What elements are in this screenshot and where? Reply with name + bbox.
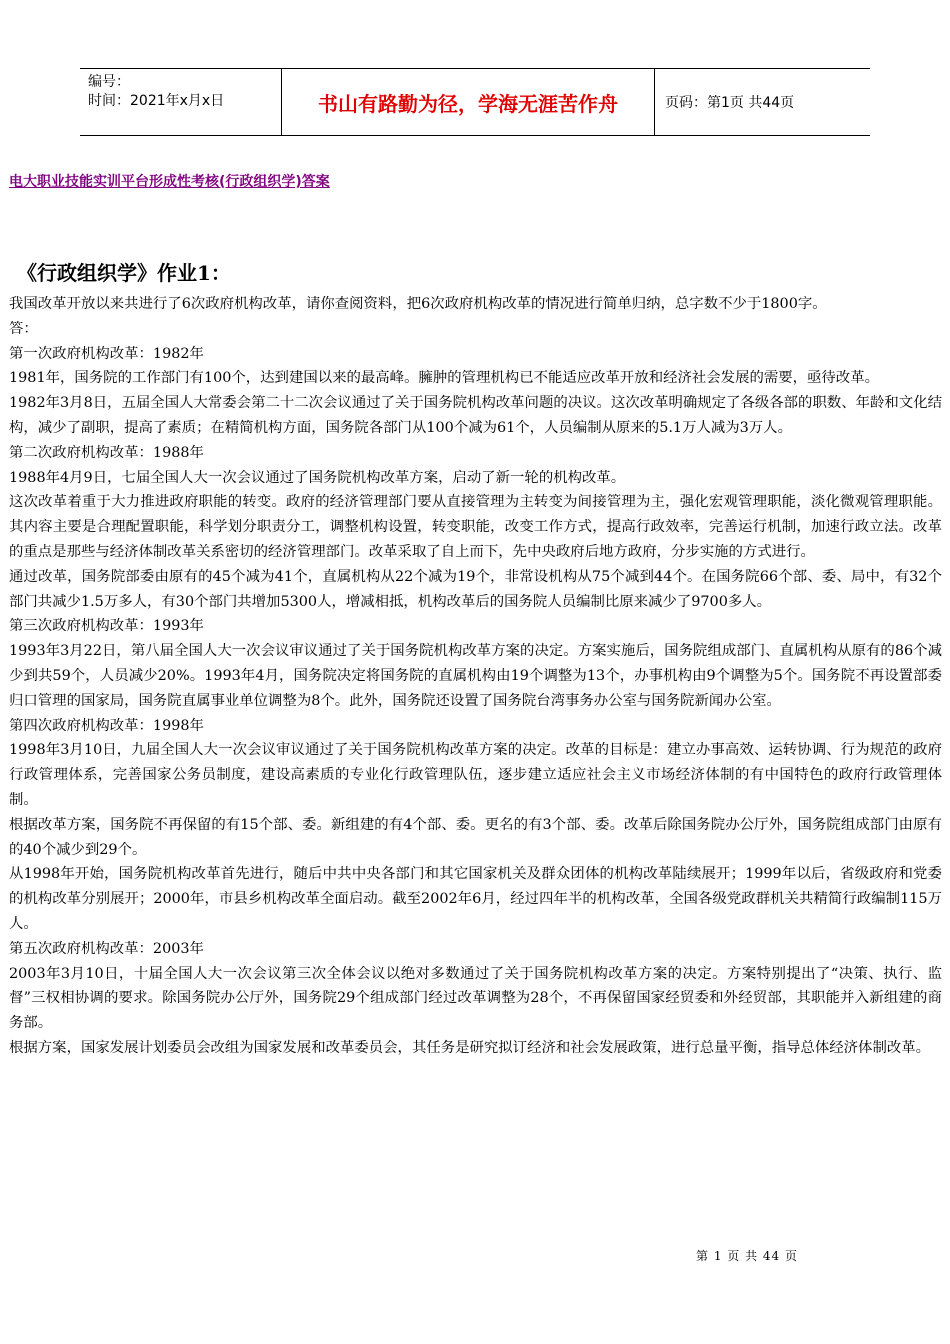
paragraph: 答： [9, 320, 38, 337]
paragraph: 1981年，国务院的工作部门有100个，达到建国以来的最高峰。臃肿的管理机构已不能适应改革开放和经济社会发展的需要，亟待改革。 [9, 370, 879, 387]
paragraph: 第二次政府机构改革：1988年 [9, 444, 204, 461]
paragraph: 1993年3月22日，第八届全国人大一次会议审议通过了关于国务院机构改革方案的决定。方案实施后，国务院组成部门、直属机构从原有的86个减少到共59个，人员减少20%。1993年4月，国务院决定将国务院的直属机构由19个调整为13个，办事机构由9个调整为5个。国务院不再设置部委归口管理的国家局，国务院直属事业单位调整为8个。此外，国务院还设置了国务院台湾事务办公室与国务院新闻办公室。 [9, 643, 942, 709]
paragraph: 第四次政府机构改革：1998年 [9, 717, 204, 734]
document-body [9, 292, 942, 1061]
paragraph: 我国改革开放以来共进行了6次政府机构改革，请你查阅资料，把6次政府机构改革的情况进行简单归纳，总字数不少于1800字。 [9, 296, 827, 312]
page-footer: 第 1 页 共 44 页 [696, 1249, 798, 1263]
document-header [80, 68, 870, 136]
paragraph: 1988年4月9日，七届全国人大一次会议通过了国务院机构改革方案，启动了新一轮的机构改革。 [9, 469, 626, 486]
paragraph: 第一次政府机构改革：1982年 [9, 345, 204, 362]
header-meta [80, 69, 281, 135]
paragraph: 2003年3月10日，十届全国人大一次会议第三次全体会议以绝对多数通过了关于国务院机构改革方案的决定。方案特别提出了“决策、执行、监督”三权相协调的要求。除国务院办公厅外，国务院29个组成部门经过改革调整为28个，不再保留国家经贸委和外经贸部，其职能并入新组建的商务部。 [9, 965, 942, 1032]
paragraph: 1998年3月10日，九届全国人大一次会议审议通过了关于国务院机构改革方案的决定。改革的目标是：建立办事高效、运转协调、行为规范的政府行政管理体系，完善国家公务员制度，建设高素质的专业化行政管理队伍，逐步建立适应社会主义市场经济体制的有中国特色的政府行政管理体制。 [9, 742, 942, 808]
paragraph: 第三次政府机构改革：1993年 [9, 618, 204, 635]
document-title-link[interactable]: 电大职业技能实训平台形成性考核(行政组织学)答案 [9, 174, 330, 190]
paragraph: 通过改革，国务院部委由原有的45个减为41个，直属机构从22个减为19个，非常设机构从75个减到44个。在国务院66个部、委、局中，有32个部门共减少1.5万多人，有30个部门共增加5300人，增减相抵，机构改革后的国务院人员编制比原来减少了9700多人。 [9, 568, 942, 610]
paragraph: 这次改革着重于大力推进政府职能的转变。政府的经济管理部门要从直接管理为主转变为间接管理为主，强化宏观管理职能，淡化微观管理职能。其内容主要是合理配置职能，科学划分职责分工，调整机构设置，转变职能，改变工作方式，提高行政效率，完善运行机制，加速行政立法。改革的重点是那些与经济体制改革关系密切的经济管理部门。改革采取了自上而下，先中央政府后地方政府，分步实施的方式进行。 [9, 494, 942, 560]
time-label: 时间：2021年x月x日 [88, 93, 225, 109]
header-page-info: 页码：第1页 共44页 [665, 95, 795, 111]
header-motto: 书山有路勤为径，学海无涯苦作舟 [281, 69, 655, 135]
number-label: 编号： [88, 74, 130, 90]
assignment-title: 《行政组织学》作业1： [17, 261, 231, 285]
paragraph: 1982年3月8日，五届全国人大常委会第二十二次会议通过了关于国务院机构改革问题的决议。这次改革明确规定了各级各部的职数、年龄和文化结构，减少了副职，提高了素质；在精简机构方面，国务院各部门从100个减为61个，人员编制从原来的5.1万人减为3万人。 [9, 395, 942, 436]
paragraph: 从1998年开始，国务院机构改革首先进行，随后中共中央各部门和其它国家机关及群众团体的机构改革陆续展开；1999年以后，省级政府和党委的机构改革分别展开；2000年，市县乡机构改革全面启动。截至2002年6月，经过四年半的机构改革，全国各级党政群机关共精简行政编制115万人。 [9, 866, 942, 932]
paragraph: 根据方案，国家发展计划委员会改组为国家发展和改革委员会，其任务是研究拟订经济和社会发展政策，进行总量平衡，指导总体经济体制改革。 [9, 1039, 931, 1056]
paragraph: 根据改革方案，国务院不再保留的有15个部、委。新组建的有4个部、委。更名的有3个部、委。改革后除国务院办公厅外，国务院组成部门由原有的40个减少到29个。 [9, 816, 942, 858]
paragraph: 第五次政府机构改革：2003年 [9, 940, 204, 957]
